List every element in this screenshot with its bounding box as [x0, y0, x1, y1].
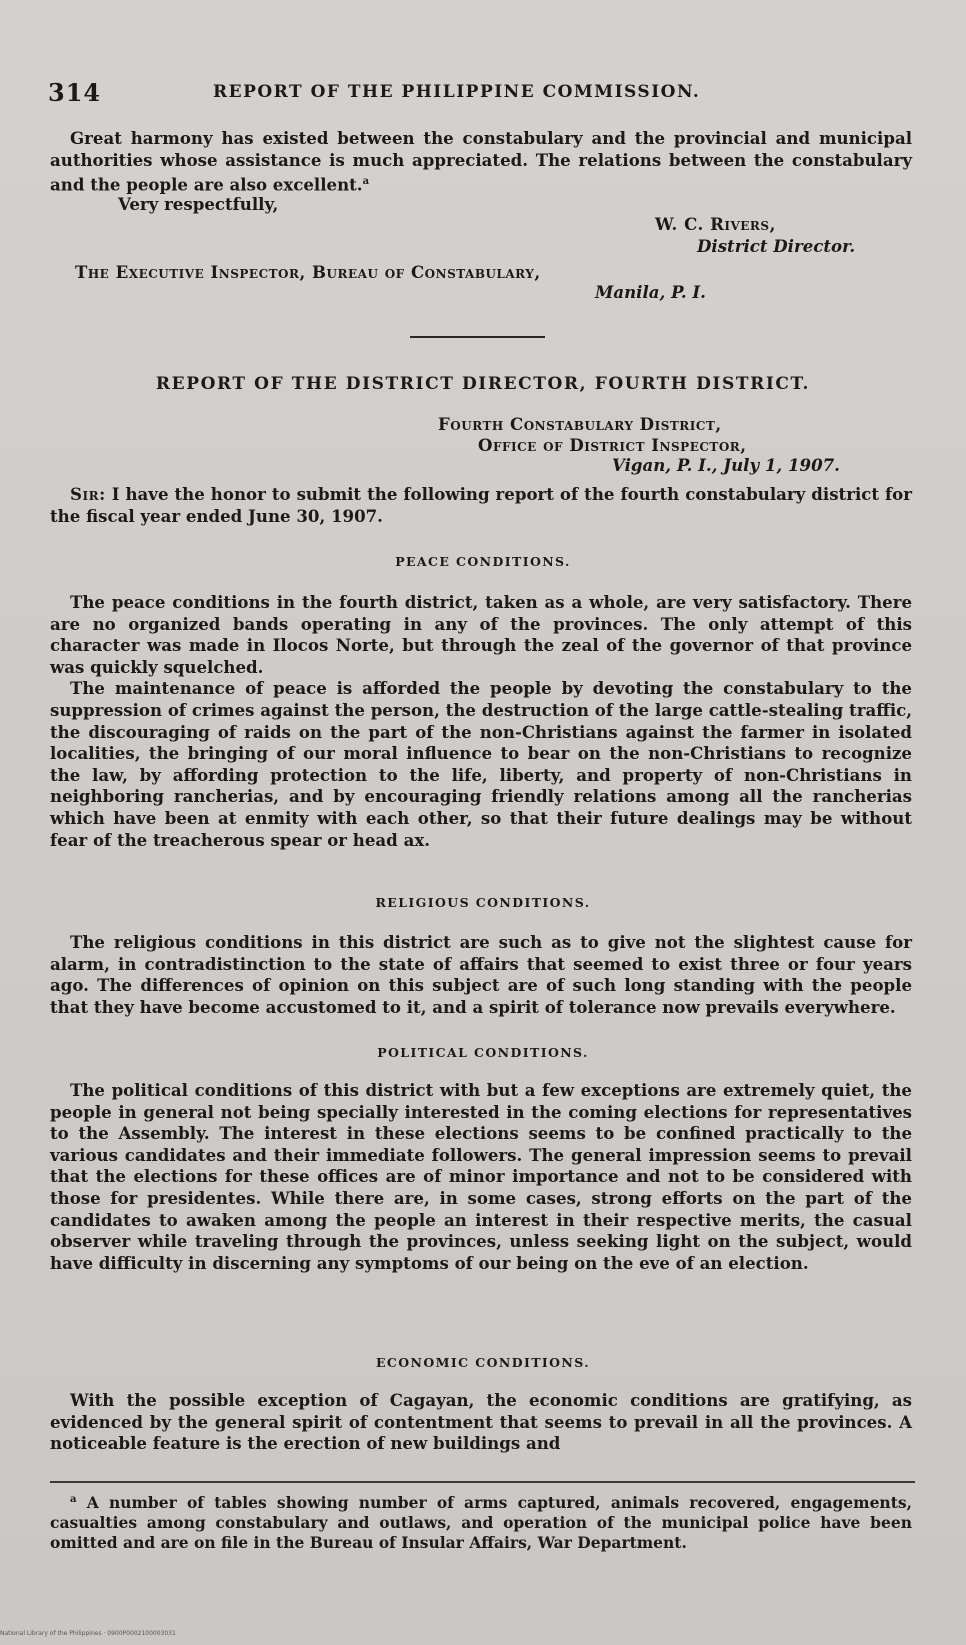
footnote-rule [50, 1481, 915, 1483]
addressee: The Executive Inspector, Bureau of Constabulary, [75, 262, 541, 282]
intro-text: I have the honor to submit the following report of the fourth constabulary district for the fiscal year ended June 30, 1907. [50, 484, 912, 526]
political-paragraph-1: The political conditions of this district with but a few exceptions are extremely quiet, the people in general not being specially interested in the coming elections for representatives to the Assembly. The interest in these elections seems to be confined practically to the various candidates and their immediate followers. The general impression seems to prevail that the elections for these offices are of minor importance and not to be considered with those for presidentes. While there are, in some cases, strong efforts on the part of the candidates to awaken among the people an interest in their respective merits, the casual observer while traveling through the provinces, unless seeking light on the subject, would have difficulty in discerning any symptoms of our being on the eve of an election. [50, 1080, 912, 1273]
addressee-location: Manila, P. I. [595, 282, 706, 302]
prior-letter-closing [50, 128, 912, 196]
scan-strip: National Library of the Philippines · 0900P0002100003031 [0, 1630, 176, 1637]
peace-paragraph-1: The peace conditions in the fourth district, taken as a whole, are very satisfactory. There are no organized bands operating in any of the provinces. The only attempt of this character was made in Ilocos Norte, but through the zeal of the governor of that province was quickly squelched. [50, 592, 912, 677]
page-number: 314 [48, 78, 102, 107]
economic-section [50, 1390, 912, 1455]
heading-religious: RELIGIOUS CONDITIONS. [375, 895, 591, 910]
economic-paragraph-1: With the possible exception of Cagayan, the economic conditions are gratifying, as evidenced by the general spirit of contentment that seems to prevail in all the provinces. A noticeable feature is the erection of new buildings and [50, 1390, 912, 1454]
running-head: REPORT OF THE PHILIPPINE COMMISSION. [213, 82, 701, 102]
salutation: Sir: [70, 484, 106, 504]
page-header [48, 78, 918, 108]
footnote-marker-bottom: a [70, 1494, 77, 1505]
heading-political: POLITICAL CONDITIONS. [377, 1045, 589, 1060]
religious-section [50, 932, 912, 1018]
religious-paragraph-1: The religious conditions in this district are such as to give not the slightest cause for alarm, in contradistinction to the state of affairs that seemed to exist three or four years ago. The differences of opinion on this subject are of such long standing with the people that they have become accustomed to it, and a spirit of tolerance now prevails everywhere. [50, 932, 912, 1017]
peace-paragraph-2: The maintenance of peace is afforded the people by devoting the constabulary to the suppression of crimes against the person, the destruction of the large cattle-stealing traffic, the discouraging of raids on the part of the non-Christians against the farmer in isolated localities, the bringing of our moral influence to bear on the non-Christians to recognize the law, by affording protection to the life, liberty, and property of non-Christians in neighboring rancherias, and by encouraging friendly relations among all the rancherias which have been at enmity with each other, so that their future dealings may be without fear of the treacherous spear or head ax. [50, 678, 912, 850]
origin-line-3: Vigan, P. I., July 1, 1907. [612, 455, 840, 475]
report-title: REPORT OF THE DISTRICT DIRECTOR, FOURTH DISTRICT. [155, 374, 811, 394]
closing-paragraph-text: Great harmony has existed between the constabulary and the provincial and municipal authorities whose assistance is much appreciated. The relations between the constabulary and the people are also excellent. [50, 128, 912, 195]
signer-title: District Director. [697, 236, 856, 256]
footnote-text: A number of tables showing number of arms captured, animals recovered, engagements, casualties among constabulary and outlaws, and operation of the municipal police have been omitted and are on file in the Bureau of Insular Affairs, War Department. [50, 1493, 912, 1553]
heading-economic: ECONOMIC CONDITIONS. [375, 1355, 590, 1370]
report-intro [50, 484, 912, 527]
origin-line-1: Fourth Constabulary District, [438, 414, 722, 434]
signer-name: W. C. Rivers, [655, 214, 776, 234]
heading-peace: PEACE CONDITIONS. [395, 554, 571, 569]
footnote [50, 1490, 912, 1553]
political-section [50, 1080, 912, 1274]
complimentary-close: Very respectfully, [118, 194, 279, 214]
origin-line-2: Office of District Inspector, [478, 435, 747, 455]
peace-section [50, 592, 912, 851]
footnote-marker: a [362, 176, 370, 188]
section-divider [410, 336, 545, 338]
